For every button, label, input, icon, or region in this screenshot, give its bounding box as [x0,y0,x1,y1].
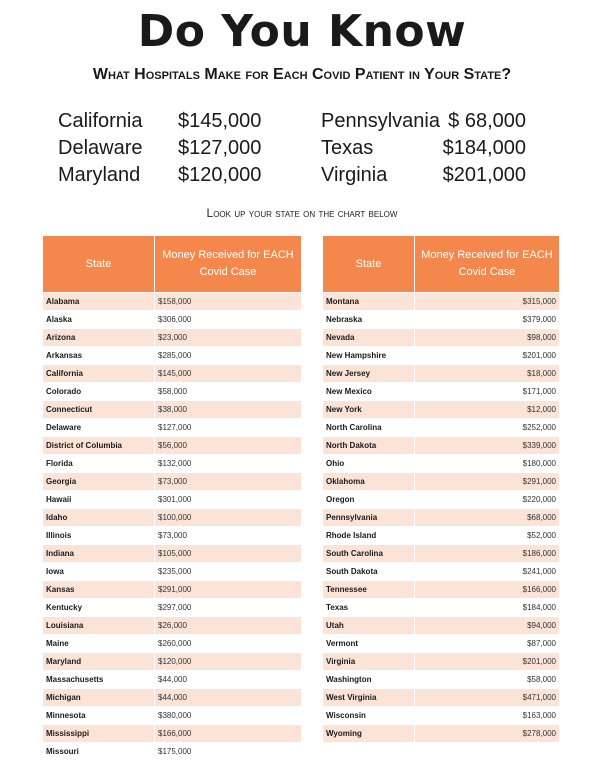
amount-cell: $186,000 [415,545,560,563]
state-name-cell: Illinois [43,527,155,545]
amount-cell: $175,000 [155,743,302,761]
amount-cell: $52,000 [415,527,560,545]
table-row [323,599,560,617]
example-amount: $120,000 [178,164,262,186]
amount-cell: $315,000 [415,293,560,311]
state-table-left [42,235,302,761]
state-name-cell: Hawaii [43,491,155,509]
state-name-cell: New Jersey [323,365,415,383]
amount-cell: $145,000 [155,365,302,383]
example-state: California [58,110,143,132]
table-row [43,491,302,509]
amount-cell: $241,000 [415,563,560,581]
state-name-cell: Kansas [43,581,155,599]
amount-cell: $105,000 [155,545,302,563]
state-name-cell: Delaware [43,419,155,437]
table-body [43,293,302,761]
state-table-right [322,235,560,743]
example-amount: $145,000 [178,110,262,132]
table-row [43,707,302,725]
example-amount: $127,000 [178,137,262,159]
table-row [323,617,560,635]
table-row [323,455,560,473]
state-name-cell: Texas [323,599,415,617]
table-row [43,635,302,653]
example-state: Delaware [58,137,143,159]
amount-cell: $252,000 [415,419,560,437]
amount-cell: $18,000 [415,365,560,383]
state-name-cell: North Dakota [323,437,415,455]
state-name-cell: Connecticut [43,401,155,419]
money-table [322,235,560,743]
state-name-cell: Ohio [323,455,415,473]
amount-cell: $291,000 [155,581,302,599]
amount-cell: $339,000 [415,437,560,455]
amount-cell: $380,000 [155,707,302,725]
example-amount: $184,000 [442,137,526,159]
table-row [43,671,302,689]
table-row [43,545,302,563]
state-name-cell: Kentucky [43,599,155,617]
example-state: Maryland [58,164,141,186]
amount-cell: $235,000 [155,563,302,581]
amount-cell: $301,000 [155,491,302,509]
amount-cell: $163,000 [415,707,560,725]
table-row [43,419,302,437]
state-name-cell: Wisconsin [323,707,415,725]
table-row [43,653,302,671]
state-name-cell: Wyoming [323,725,415,743]
table-row [323,383,560,401]
state-name-cell: Arizona [43,329,155,347]
state-name-cell: Idaho [43,509,155,527]
amount-cell: $87,000 [415,635,560,653]
table-row [323,653,560,671]
amount-cell: $201,000 [415,653,560,671]
table-row [43,311,302,329]
amount-cell: $94,000 [415,617,560,635]
amount-cell: $132,000 [155,455,302,473]
table-row [323,293,560,311]
amount-cell: $44,000 [155,689,302,707]
table-row [43,509,302,527]
state-name-cell: Utah [323,617,415,635]
example-row [58,108,558,135]
amount-cell: $201,000 [415,347,560,365]
state-name-cell: Florida [43,455,155,473]
amount-cell: $278,000 [415,725,560,743]
state-name-cell: Virginia [323,653,415,671]
table-row [43,599,302,617]
example-amount: $ 68,000 [448,110,526,132]
amount-cell: $379,000 [415,311,560,329]
amount-cell: $98,000 [415,329,560,347]
amount-cell: $58,000 [155,383,302,401]
table-row [323,347,560,365]
state-name-cell: Mississippi [43,725,155,743]
table-row [323,329,560,347]
amount-cell: $127,000 [155,419,302,437]
example-state: Texas [321,137,374,159]
table-row [43,365,302,383]
amount-cell: $291,000 [415,473,560,491]
state-name-cell: Massachusetts [43,671,155,689]
table-row [323,437,560,455]
state-name-cell: Nevada [323,329,415,347]
amount-cell: $220,000 [415,491,560,509]
amount-cell: $44,000 [155,671,302,689]
table-row [323,581,560,599]
amount-cell: $56,000 [155,437,302,455]
table-row [323,491,560,509]
amount-cell: $285,000 [155,347,302,365]
table-row [43,527,302,545]
state-name-cell: Tennessee [323,581,415,599]
column-header-state: State [323,236,415,293]
column-header-state: State [43,236,155,293]
amount-cell: $68,000 [415,509,560,527]
table-row [43,473,302,491]
table-row [43,293,302,311]
amount-cell: $58,000 [415,671,560,689]
table-row [43,617,302,635]
amount-cell: $260,000 [155,635,302,653]
table-row [323,689,560,707]
example-state: Virginia [321,164,388,186]
table-row [43,743,302,761]
state-name-cell: Pennsylvania [323,509,415,527]
table-row [43,347,302,365]
state-name-cell: South Carolina [323,545,415,563]
state-name-cell: Indiana [43,545,155,563]
amount-cell: $26,000 [155,617,302,635]
state-name-cell: District of Columbia [43,437,155,455]
table-row [323,527,560,545]
amount-cell: $73,000 [155,473,302,491]
state-name-cell: Colorado [43,383,155,401]
state-name-cell: Minnesota [43,707,155,725]
state-name-cell: Nebraska [323,311,415,329]
state-name-cell: Oklahoma [323,473,415,491]
state-name-cell: New York [323,401,415,419]
table-header-row [323,236,560,293]
amount-cell: $12,000 [415,401,560,419]
state-name-cell: Maine [43,635,155,653]
state-name-cell: Missouri [43,743,155,761]
table-row [43,725,302,743]
amount-cell: $158,000 [155,293,302,311]
amount-cell: $306,000 [155,311,302,329]
table-row [43,689,302,707]
table-row [323,365,560,383]
state-name-cell: Rhode Island [323,527,415,545]
table-row [43,455,302,473]
amount-cell: $100,000 [155,509,302,527]
state-name-cell: Maryland [43,653,155,671]
table-row [323,545,560,563]
lookup-instruction: Look up your state on the chart below [206,206,398,220]
column-header-money: Money Received for EACH Covid Case [415,236,560,293]
table-row [43,329,302,347]
table-row [323,419,560,437]
state-name-cell: New Hampshire [323,347,415,365]
amount-cell: $120,000 [155,653,302,671]
table-row [323,671,560,689]
page-title: Do You Know [137,6,467,57]
table-row [323,509,560,527]
table-row [43,563,302,581]
state-name-cell: South Dakota [323,563,415,581]
example-row [58,135,558,162]
state-name-cell: Georgia [43,473,155,491]
table-row [43,401,302,419]
amount-cell: $297,000 [155,599,302,617]
table-row [323,635,560,653]
amount-cell: $471,000 [415,689,560,707]
table-row [323,311,560,329]
state-name-cell: Oregon [323,491,415,509]
table-row [323,563,560,581]
example-state: Pennsylvania [321,110,440,132]
table-row [323,473,560,491]
example-amount: $201,000 [442,164,526,186]
amount-cell: $171,000 [415,383,560,401]
state-name-cell: Arkansas [43,347,155,365]
money-table [42,235,302,761]
table-row [323,707,560,725]
state-name-cell: Vermont [323,635,415,653]
table-header-row [43,236,302,293]
amount-cell: $180,000 [415,455,560,473]
table-row [323,401,560,419]
amount-cell: $23,000 [155,329,302,347]
amount-cell: $38,000 [155,401,302,419]
amount-cell: $166,000 [415,581,560,599]
amount-cell: $73,000 [155,527,302,545]
state-name-cell: Alabama [43,293,155,311]
state-name-cell: Iowa [43,563,155,581]
state-name-cell: Michigan [43,689,155,707]
table-row [43,437,302,455]
table-row [43,383,302,401]
table-body [323,293,560,743]
state-name-cell: Louisiana [43,617,155,635]
state-name-cell: North Carolina [323,419,415,437]
page-subtitle: What Hospitals Make for Each Covid Patient in Your State? [92,66,512,83]
state-name-cell: New Mexico [323,383,415,401]
amount-cell: $166,000 [155,725,302,743]
example-amounts [58,108,558,189]
state-name-cell: Montana [323,293,415,311]
state-name-cell: West Virginia [323,689,415,707]
state-name-cell: Washington [323,671,415,689]
state-name-cell: Alaska [43,311,155,329]
table-row [323,725,560,743]
table-row [43,581,302,599]
example-row [58,162,558,189]
amount-cell: $184,000 [415,599,560,617]
state-name-cell: California [43,365,155,383]
column-header-money: Money Received for EACH Covid Case [155,236,302,293]
